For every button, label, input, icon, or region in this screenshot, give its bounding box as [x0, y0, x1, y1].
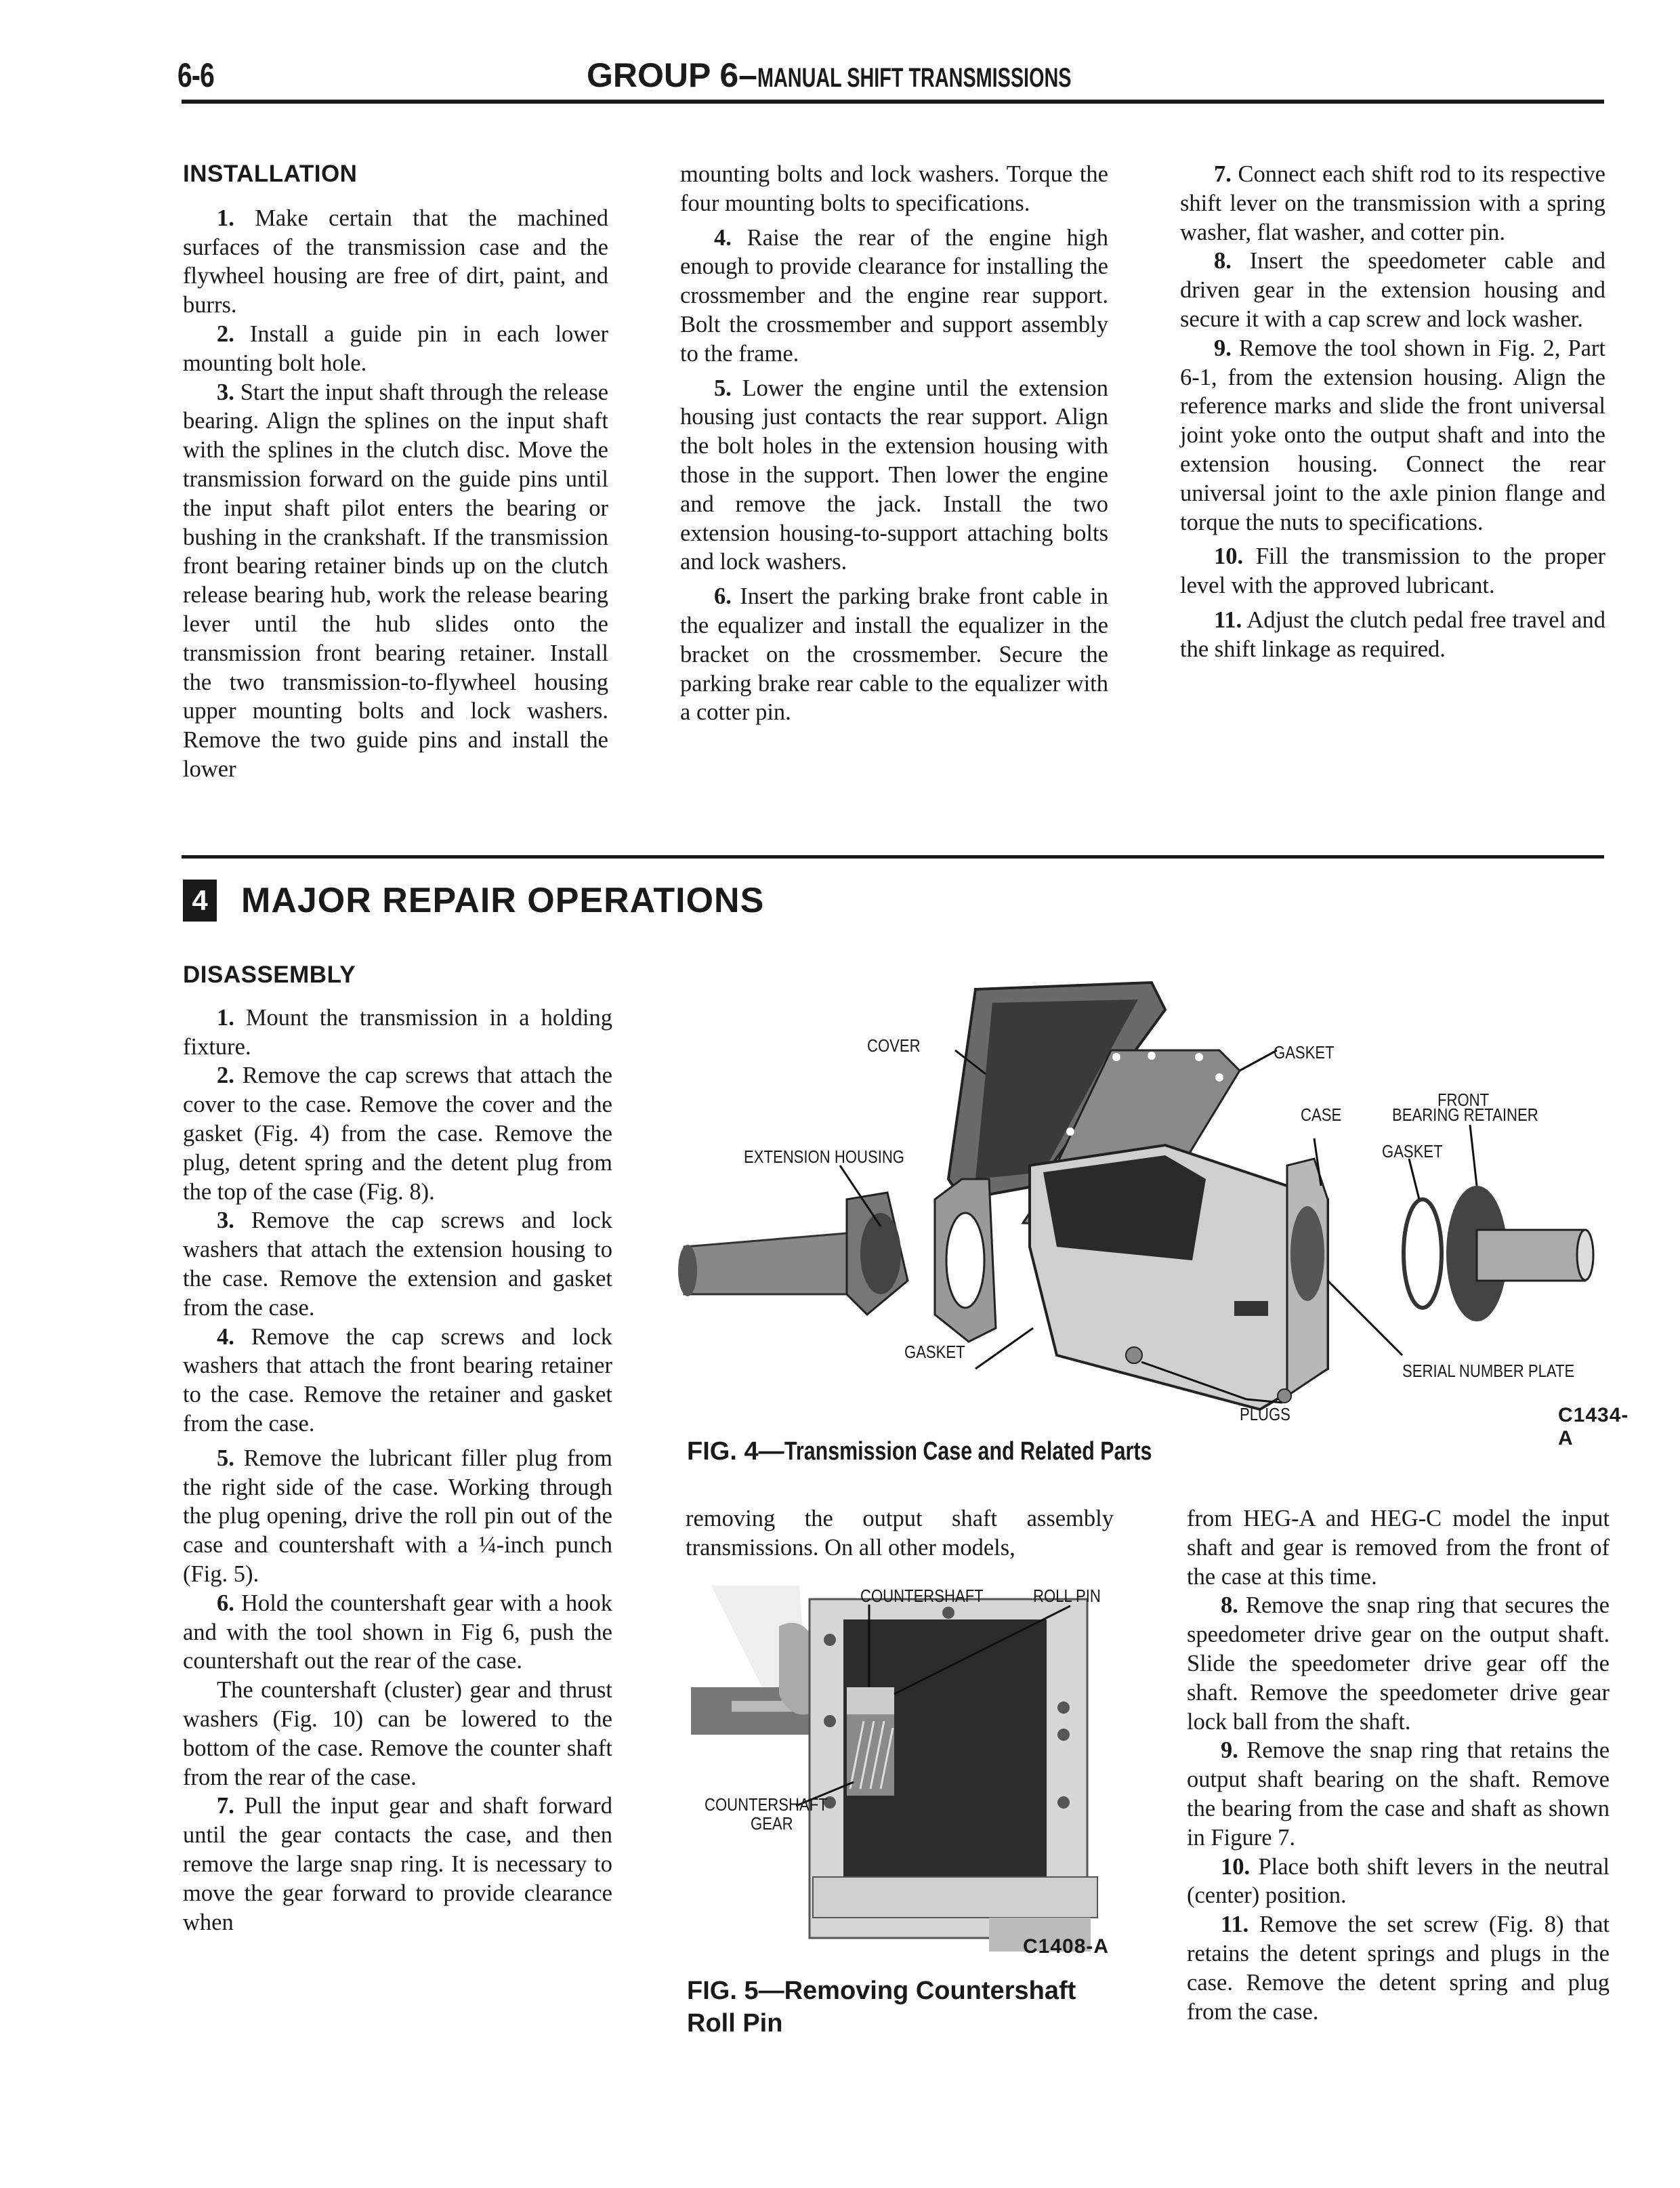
group-title: MANUAL SHIFT TRANSMISSIONS [757, 63, 1072, 93]
install-step-3: 3. Start the input shaft through the release bearing. Align the splines on the input shaft with the splines in the clutch disc. Move the transmission forward on the guide pins until the input shaft pilot enters the bearing or bushing in the crankshaft. If the transmission front bearing retainer binds up on the clutch release bearing hub, work the release bearing lever until the hub slides onto the transmission front bearing retainer. Install the two transmission-to-flywheel housing upper mounting bolts and lock washers. Remove the two guide pins and install the lower [183, 379, 609, 782]
disassembly-step-8: 8. Remove the snap ring that secures the speedometer drive gear on the output shaft. Slide the speedometer drive gear off the shaft. Remove the speedometer drive gear lock ball from the shaft. [1187, 1592, 1610, 1735]
disassembly-step-3: 3. Remove the cap screws and lock washers that attach the extension housing to the case. Remove the extension and gasket from the case. [183, 1207, 613, 1321]
disassembly-step-1: 1. Mount the transmission in a holding fixture. [183, 1004, 612, 1060]
fig5-photo [691, 1586, 1125, 1952]
page-number: 6-6 [177, 56, 215, 94]
disassembly-step-7-cont: removing the output shaft assembly transmissions. On all other models, [686, 1506, 1114, 1561]
fig5-caption: FIG. 5—Removing Countershaft Roll Pin [687, 1977, 1076, 2038]
install-step-6: 6. Insert the parking brake front cable in the equalizer and install the equalizer in the bracket on the crossmember. Secure the parking brake rear cable to the equalizer with a cotter pin. [680, 583, 1109, 726]
major-repair-heading [183, 880, 764, 922]
install-step-1: 1. Make certain that the machined surfaces of the transmission case and the flywheel housing are free of dirt, paint, and burrs. [183, 205, 609, 318]
installation-column-2 [680, 160, 1108, 727]
disassembly-column-3 [1187, 1504, 1610, 2026]
label-countershaft-gear-2: GEAR [751, 1813, 793, 1834]
disassembly-step-7: 7. Pull the input gear and shaft forward until the gear contacts the case, and then remove the large snap ring. It is necessary to move the gear forward to provide clearance when [183, 1793, 612, 1935]
disassembly-step-6: 6. Hold the countershaft gear with a hook and with the tool shown in Fig 6, push the countershaft out the rear of the case. [183, 1590, 612, 1674]
install-step-10: 10. Fill the transmission to the proper level with the approved lubricant. [1180, 543, 1605, 599]
disassembly-column-1 [183, 961, 612, 1937]
install-step-5: 5. Lower the engine until the extension housing just contacts the rear support. Align the bolt holes in the extension housing with those in the support. Then lower the engine and remove the jack. Install the two extension housing-to-support attaching bolts and lock washers. [680, 375, 1109, 575]
label-countershaft: COUNTERSHAFT [860, 1586, 984, 1606]
install-step-8: 8. Insert the speedometer cable and driven gear in the extension housing and secure it with a cap screw and lock washer. [1180, 248, 1606, 332]
disassembly-heading: DISASSEMBLY [183, 962, 356, 988]
section-number-badge: 4 [183, 880, 217, 922]
disassembly-step-4: 4. Remove the cap screws and lock washers that attach the front bearing retainer to the case. Remove the retainer and gasket from the case. [183, 1323, 613, 1437]
header-rule [182, 100, 1604, 104]
fig4-code: C1434-A [1558, 1404, 1629, 1449]
label-serial-number-plate: SERIAL NUMBER PLATE [1402, 1361, 1575, 1381]
disassembly-column-2 [686, 1504, 1114, 1563]
label-countershaft-gear-1: COUNTERSHAFT [705, 1794, 828, 1815]
fig4-illustration [677, 976, 1629, 1477]
major-repair-title: MAJOR REPAIR OPERATIONS [241, 881, 765, 920]
installation-column-3 [1180, 160, 1605, 664]
installation-heading: INSTALLATION [183, 161, 358, 187]
disassembly-step-7-cont-2: from HEG-A and HEG-C model the input shaft and gear is removed from the front of the case at this time. [1187, 1506, 1610, 1590]
page-header-title [587, 56, 1194, 95]
fig5-code: C1408-A [1023, 1935, 1110, 1958]
install-step-7: 7. Connect each shift rod to its respective shift lever on the transmission with a spring washer, flat washer, and cotter pin. [1180, 161, 1605, 245]
label-gasket-right: GASKET [1382, 1141, 1443, 1161]
label-extension-housing: EXTENSION HOUSING [744, 1147, 905, 1167]
header-dash: – [738, 56, 757, 94]
countershaft-roll-pin-photo-icon [691, 1586, 1125, 1952]
transmission-exploded-view-icon [677, 976, 1612, 1477]
label-plugs: PLUGS [1240, 1404, 1290, 1424]
disassembly-step-11: 11. Remove the set screw (Fig. 8) that retains the detent springs and plugs in the case. Remove the detent spring and plug from the case. [1187, 1912, 1610, 2025]
install-step-3-cont: mounting bolts and lock washers. Torque the four mounting bolts to specifications. [680, 161, 1108, 216]
label-front: FRONT [1437, 1090, 1490, 1110]
disassembly-step-5: 5. Remove the lubricant filler plug from the right side of the case. Working through the plug opening, drive the roll pin out of the case and countershaft with a ¼-inch punch (Fig. 5). [183, 1445, 613, 1587]
disassembly-note: The countershaft (cluster) gear and thrust washers (Fig. 10) can be lowered to the bottom of the case. Remove the counter shaft from the rear of the case. [183, 1677, 612, 1790]
install-step-9: 9. Remove the tool shown in Fig. 2, Part 6-1, from the extension housing. Align the reference marks and slide the front universal joint yoke onto the output shaft and into the extension housing. Connect the rear universal joint to the axle pinion flange and torque the nuts to specifications. [1180, 335, 1605, 535]
label-gasket-top: GASKET [1274, 1042, 1335, 1062]
label-case: CASE [1301, 1105, 1342, 1125]
group-label: GROUP 6 [587, 56, 739, 94]
disassembly-step-10: 10. Place both shift levers in the neutral (center) position. [1187, 1853, 1610, 1909]
install-step-2: 2. Install a guide pin in each lower mounting bolt hole. [183, 321, 609, 376]
fig4-caption: FIG. 4—Transmission Case and Related Parts [687, 1437, 1152, 1466]
label-bearing-retainer: BEARING RETAINER [1392, 1105, 1538, 1125]
label-gasket-bottom: GASKET [904, 1342, 965, 1362]
install-step-4: 4. Raise the rear of the engine high enough to provide clearance for installing the crossmember and the engine rear support. Bolt the crossmember and support assembly to the frame. [680, 224, 1108, 367]
disassembly-step-9: 9. Remove the snap ring that retains the output shaft bearing on the shaft. Remove the bearing from the case and shaft as shown in Figure 7. [1187, 1737, 1610, 1851]
section-rule [182, 855, 1604, 859]
installation-column-1 [183, 160, 608, 784]
install-step-11: 11. Adjust the clutch pedal free travel and the shift linkage as required. [1180, 606, 1605, 662]
label-cover: COVER [867, 1035, 921, 1056]
label-roll-pin: ROLL PIN [1033, 1586, 1101, 1606]
disassembly-step-2: 2. Remove the cap screws that attach the cover to the case. Remove the cover and the gasket (Fig. 4) from the case. Remove the plug, detent spring and the detent plug from the top of the case (Fig. 8). [183, 1062, 612, 1205]
